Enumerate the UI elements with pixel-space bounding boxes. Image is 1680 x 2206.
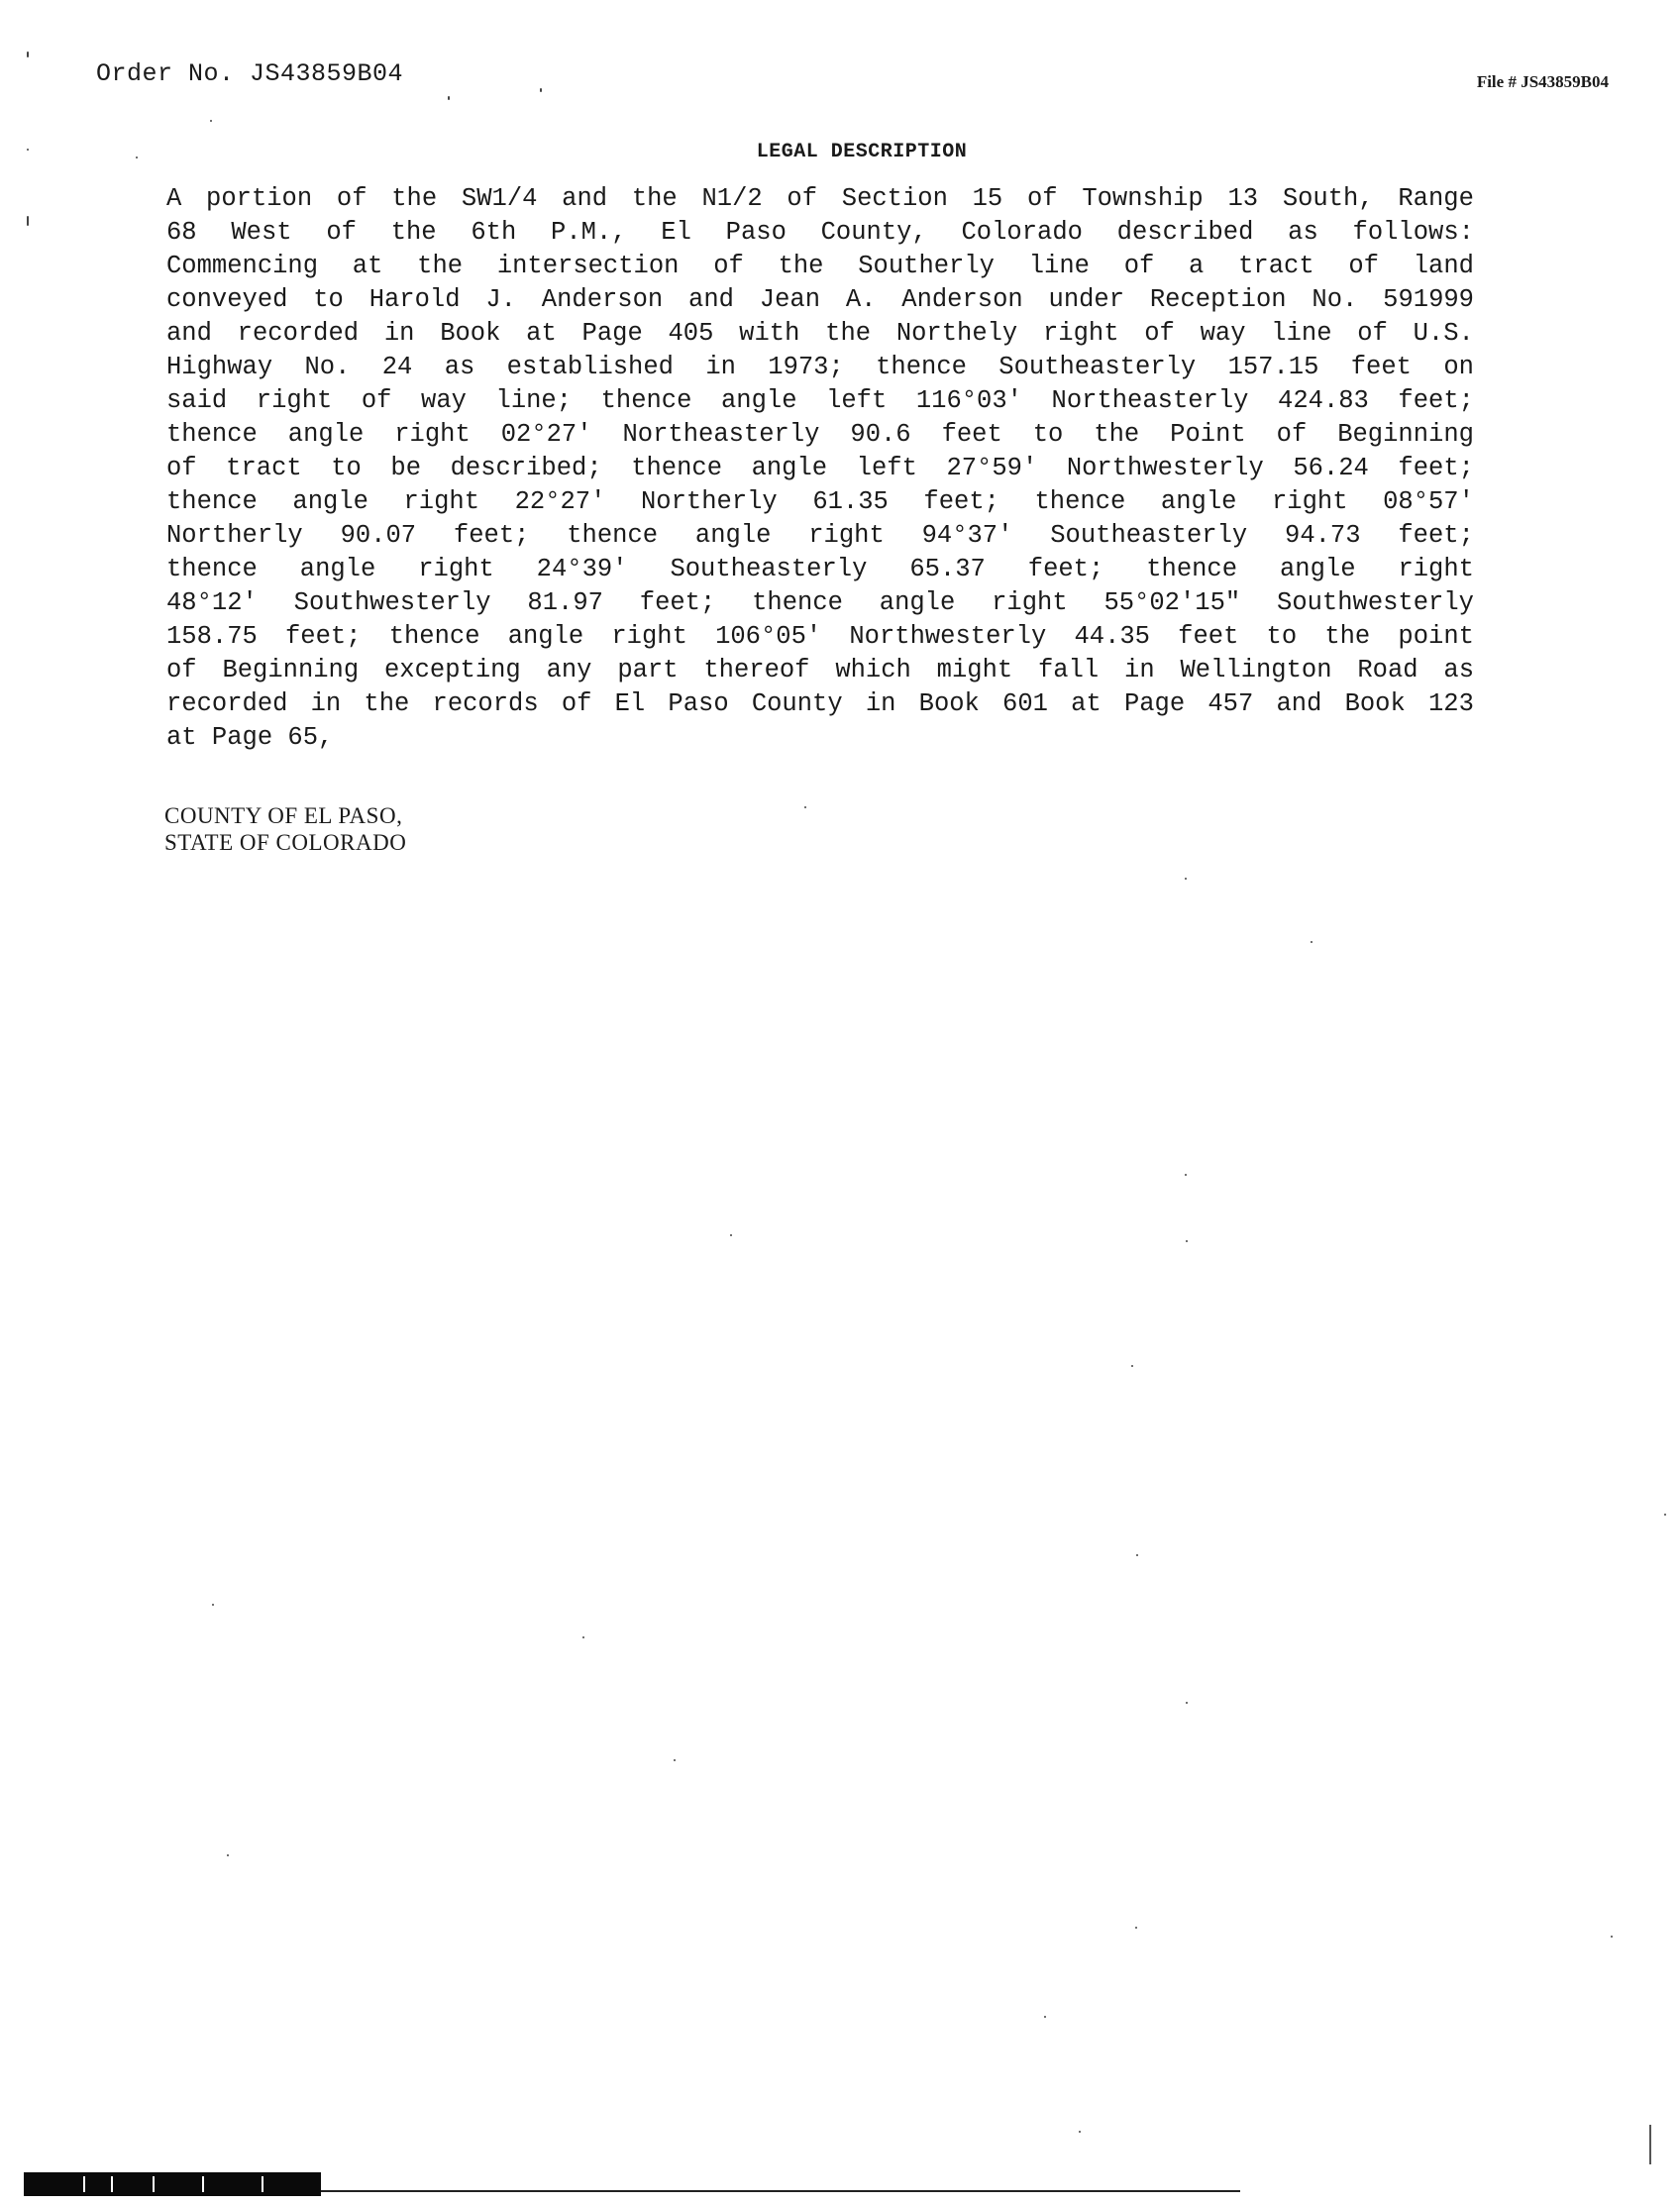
- body-line: thence angle right 24°39' Southeasterly 65.37 feet; thence angle right: [166, 555, 1474, 583]
- county-state-block: [164, 802, 406, 856]
- body-line: recorded in the records of El Paso County in Book 601 at Page 457 and Book 123: [166, 689, 1474, 718]
- scan-bar-tick: [153, 2176, 155, 2192]
- order-number: Order No. JS43859B04: [96, 59, 404, 88]
- body-line: 68 West of the 6th P.M., El Paso County, Colorado described as follows:: [166, 218, 1474, 247]
- body-line: Highway No. 24 as established in 1973; thence Southeasterly 157.15 feet on: [166, 353, 1474, 381]
- scan-speck: [27, 216, 29, 226]
- scan-bar-rule: [321, 2190, 1240, 2192]
- scan-speck: [582, 1636, 584, 1638]
- scan-speck: [1136, 1554, 1138, 1556]
- scan-speck: [730, 1234, 732, 1236]
- body-line: of Beginning excepting any part thereof which might fall in Wellington Road as: [166, 656, 1474, 684]
- scan-bar-tick: [262, 2176, 263, 2192]
- scan-speck: [1185, 878, 1187, 880]
- scan-speck: [227, 1854, 229, 1856]
- scan-speck: [212, 1604, 214, 1606]
- body-line: A portion of the SW1/4 and the N1/2 of Section 15 of Township 13 South, Range: [166, 184, 1474, 213]
- scan-speck: [136, 157, 138, 158]
- scan-speck: [1185, 1174, 1187, 1176]
- scan-bottom-bar: [24, 2172, 1240, 2196]
- scan-bar-tick: [202, 2176, 204, 2192]
- body-line: and recorded in Book at Page 405 with the Northely right of way line of U.S.: [166, 319, 1474, 348]
- scan-speck: [1186, 1240, 1188, 1242]
- scan-speck: [804, 806, 806, 808]
- scan-speck: [27, 149, 29, 151]
- file-number: File # JS43859B04: [1476, 72, 1609, 91]
- body-line: Northerly 90.07 feet; thence angle right 94°37' Southeasterly 94.73 feet;: [166, 521, 1474, 550]
- scan-speck: [540, 88, 542, 92]
- body-line: 48°12' Southwesterly 81.97 feet; thence angle right 55°02'15" Southwesterly: [166, 588, 1474, 617]
- county-line: COUNTY OF EL PASO,: [164, 803, 403, 828]
- scan-speck: [1311, 941, 1312, 943]
- legal-description-body: [166, 182, 1474, 755]
- body-line: of tract to be described; thence angle left 27°59' Northwesterly 56.24 feet;: [166, 454, 1474, 482]
- scan-speck: [1044, 2016, 1046, 2018]
- body-line: 158.75 feet; thence angle right 106°05' Northwesterly 44.35 feet to the point: [166, 622, 1474, 651]
- document-heading: LEGAL DESCRIPTION: [756, 141, 968, 163]
- body-line: thence angle right 02°27' Northeasterly 90.6 feet to the Point of Beginning: [166, 420, 1474, 449]
- scan-speck: [1664, 1514, 1666, 1516]
- scan-bar-tick: [111, 2176, 113, 2192]
- scan-speck: [1131, 1365, 1133, 1367]
- scan-speck: [1135, 1927, 1137, 1929]
- scan-bar-solid: [24, 2172, 321, 2196]
- scan-speck: [210, 120, 212, 122]
- body-line: said right of way line; thence angle left 116°03' Northeasterly 424.83 feet;: [166, 386, 1474, 415]
- body-line: at Page 65,: [166, 723, 334, 752]
- scan-speck: [27, 52, 29, 57]
- scan-speck: [1186, 1702, 1188, 1704]
- scan-speck: [1611, 1936, 1613, 1938]
- body-line: conveyed to Harold J. Anderson and Jean A. Anderson under Reception No. 591999: [166, 285, 1474, 314]
- scan-bar-tick: [83, 2176, 85, 2192]
- state-line: STATE OF COLORADO: [164, 830, 407, 855]
- body-line: Commencing at the intersection of the Southerly line of a tract of land: [166, 252, 1474, 280]
- scan-speck: [1079, 2131, 1081, 2133]
- body-line: thence angle right 22°27' Northerly 61.35 feet; thence angle right 08°57': [166, 487, 1474, 516]
- scan-edge-mark: [1649, 2125, 1651, 2164]
- scan-speck: [674, 1759, 676, 1761]
- scan-speck: [448, 96, 450, 100]
